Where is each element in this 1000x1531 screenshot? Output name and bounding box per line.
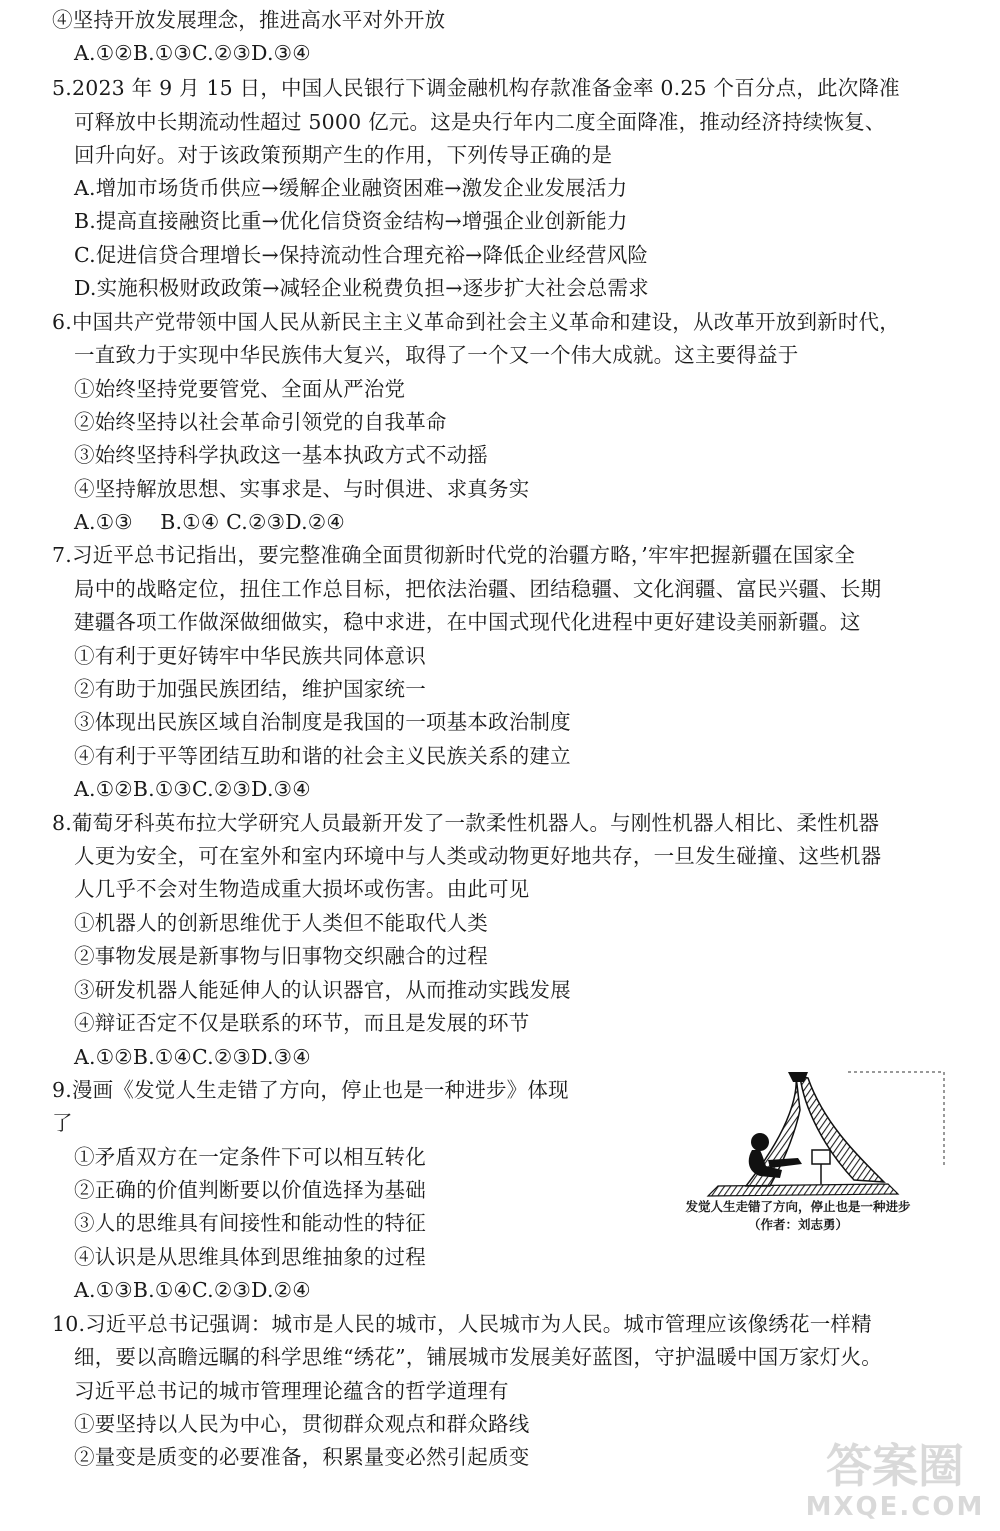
- question-6: 6.中国共产党带领中国人民从新民主主义革命到社会主义革命和建设，从改革开放到新时代，: [52, 310, 900, 334]
- question-10: 10.习近平总书记强调：城市是人民的城市，人民城市为人民。城市管理应该像绣花一样精: [52, 1312, 872, 1336]
- statement-4: ④坚持解放思想、实事求是、与时俱进、求真务实: [74, 477, 530, 501]
- statement-3: ③体现出民族区域自治制度是我国的一项基本政治制度: [74, 710, 571, 734]
- option-c: C.促进信贷合理增长→保持流动性合理充裕→降低企业经营风险: [74, 243, 649, 267]
- answer-options: A.①③B.①④C.②③D.②④: [74, 1278, 311, 1302]
- watermark-text: 答案圈: [826, 1439, 964, 1493]
- cartoon-author: （作者：刘志勇）: [747, 1217, 848, 1232]
- cartoon-caption: 发觉人生走错了方向，停止也是一种进步: [685, 1199, 911, 1214]
- statement-4: ④辩证否定不仅是联系的环节，而且是发展的环节: [74, 1011, 530, 1035]
- statement-3: ③研发机器人能延伸人的认识器官，从而推动实践发展: [74, 978, 571, 1002]
- text-line: 人更为安全，可在室外和室内环境中与人类或动物更好地共存，一旦发生碰撞、这些机器: [74, 844, 882, 868]
- text-line: 了: [52, 1111, 73, 1135]
- cartoon-figure: [648, 1068, 948, 1238]
- text-line: 建疆各项工作做深做细做实，稳中求进，在中国式现代化进程中更好建设美丽新疆。这: [74, 610, 861, 634]
- question-9: 9.漫画《发觉人生走错了方向，停止也是一种进步》体现: [52, 1078, 569, 1102]
- statement-2: ②事物发展是新事物与旧事物交织融合的过程: [74, 944, 488, 968]
- text-line: ④坚持开放发展理念，推进高水平对外开放: [52, 8, 446, 32]
- text-line: 一直致力于实现中华民族伟大复兴，取得了一个又一个伟大成就。这主要得益于: [74, 343, 799, 367]
- statement-4: ④认识是从思维具体到思维抽象的过程: [74, 1245, 426, 1269]
- statement-3: ③人的思维具有间接性和能动性的特征: [74, 1211, 426, 1235]
- text-line: 局中的战略定位，扭住工作总目标，把依法治疆、团结稳疆、文化润疆、富民兴疆、长期: [74, 577, 882, 601]
- cartoon-drawing: [648, 1068, 948, 1198]
- option-a: A.增加市场货币供应→缓解企业融资困难→激发企业发展活力: [74, 176, 628, 200]
- question-5: 5.2023 年 9 月 15 日，中国人民银行下调金融机构存款准备金率 0.25 个百分点，此次降准: [52, 76, 900, 100]
- statement-1: ①始终坚持党要管党、全面从严治党: [74, 377, 406, 401]
- statement-4: ④有利于平等团结互助和谐的社会主义民族关系的建立: [74, 744, 571, 768]
- question-7: 7.习近平总书记指出，要完整准确全面贯彻新时代党的治疆方略，’牢牢把握新疆在国家全: [52, 543, 856, 567]
- watermark: [800, 1440, 990, 1526]
- statement-2: ②正确的价值判断要以价值选择为基础: [74, 1178, 426, 1202]
- answer-options: A.①③ B.①④ C.②③D.②④: [74, 510, 345, 534]
- statement-1: ①要坚持以人民为中心，贯彻群众观点和群众路线: [74, 1412, 530, 1436]
- statement-1: ①机器人的创新思维优于人类但不能取代人类: [74, 911, 488, 935]
- text-line: 回升向好。对于该政策预期产生的作用，下列传导正确的是: [74, 143, 613, 167]
- statement-3: ③始终坚持科学执政这一基本执政方式不动摇: [74, 443, 488, 467]
- text-line: 人几乎不会对生物造成重大损坏或伤害。由此可见: [74, 877, 530, 901]
- option-d: D.实施积极财政政策→减轻企业税费负担→逐步扩大社会总需求: [74, 276, 649, 300]
- text-line: A.①②B.①③C.②③D.③④: [74, 41, 311, 65]
- text-line: 可释放中长期流动性超过 5000 亿元。这是央行年内二度全面降准，推动经济持续恢复、: [74, 110, 886, 134]
- statement-1: ①矛盾双方在一定条件下可以相互转化: [74, 1145, 426, 1169]
- text-line: 细，要以高瞻远瞩的科学思维“绣花”，铺展城市发展美好蓝图，守护温暖中国万家灯火。: [74, 1345, 882, 1369]
- answer-options: A.①②B.①③C.②③D.③④: [74, 777, 311, 801]
- statement-2: ②有助于加强民族团结，维护国家统一: [74, 677, 426, 701]
- question-8: 8.葡萄牙科英布拉大学研究人员最新开发了一款柔性机器人。与刚性机器人相比、柔性机器: [52, 811, 880, 835]
- option-b: B.提高直接融资比重→优化信贷资金结构→增强企业创新能力: [74, 209, 628, 233]
- statement-2: ②量变是质变的必要准备，积累量变必然引起质变: [74, 1445, 530, 1469]
- watermark-url: MXQE.COM: [805, 1492, 985, 1522]
- answer-options: A.①②B.①④C.②③D.③④: [74, 1045, 311, 1069]
- text-line: 习近平总书记的城市管理理论蕴含的哲学道理有: [74, 1379, 509, 1403]
- statement-1: ①有利于更好铸牢中华民族共同体意识: [74, 644, 426, 668]
- statement-2: ②始终坚持以社会革命引领党的自我革命: [74, 410, 447, 434]
